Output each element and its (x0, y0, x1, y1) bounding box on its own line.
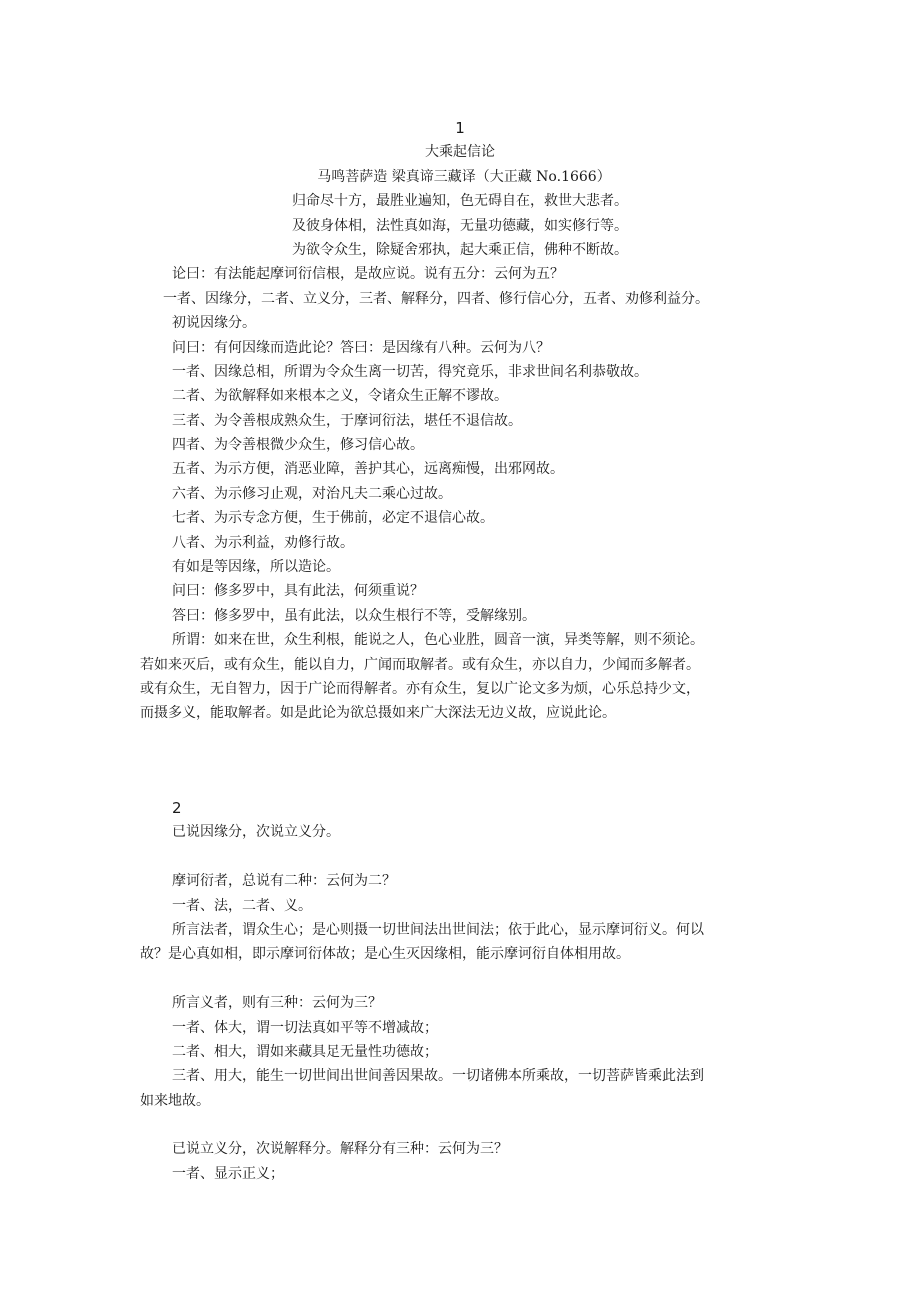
text-line: 摩诃衍者，总说有二种：云何为二？ (172, 873, 396, 890)
text-line: 问曰：修多罗中，具有此法，何须重说？ (172, 583, 424, 600)
text-line: 已说因缘分，次说立义分。 (172, 824, 340, 841)
document-title: 大乘起信论 (425, 144, 495, 161)
text-line: 或有众生，无自智力，因于广论而得解者。亦有众生，复以广论文多为烦，心乐总持少文， (140, 680, 700, 697)
text-line: 一者、体大，谓一切法真如平等不增减故； (172, 1019, 438, 1036)
text-line: 初说因缘分。 (172, 315, 256, 332)
text-line: 三者、为令善根成熟众生，于摩诃衍法，堪任不退信故。 (172, 412, 522, 429)
verse-line: 为欲令众生，除疑舍邪执，起大乘正信，佛种不断故。 (292, 241, 628, 258)
text-line: 问曰：有何因缘而造此论？答曰：是因缘有八种。云何为八？ (172, 339, 550, 356)
text-line: 如来地故。 (140, 1092, 210, 1109)
text-line: 所谓：如来在世，众生利根，能说之人，色心业胜，圆音一演，异类等解，则不须论。 (172, 632, 704, 649)
text-line: 论曰：有法能起摩诃衍信根，是故应说。说有五分：云何为五？ (172, 266, 564, 283)
text-line: 一者、因缘分，二者、立义分，三者、解释分，四者、修行信心分，五者、劝修利益分。 (163, 290, 709, 307)
text-line: 有如是等因缘，所以造论。 (172, 559, 340, 576)
text-line: 七者、为示专念方便，生于佛前，必定不退信心故。 (172, 510, 494, 527)
text-line: 二者、为欲解释如来根本之义，令诸众生正解不谬故。 (172, 388, 508, 405)
text-line: 一者、法，二者、义。 (172, 897, 312, 914)
text-line: 已说立义分，次说解释分。解释分有三种：云何为三？ (172, 1141, 508, 1158)
text-line: 四者、为令善根微少众生，修习信心故。 (172, 437, 424, 454)
text-line: 故？是心真如相，即示摩诃衍体故；是心生灭因缘相，能示摩诃衍自体相用故。 (140, 946, 630, 963)
text-line: 八者、为示利益，劝修行故。 (172, 534, 354, 551)
text-line: 若如来灭后，或有众生，能以自力，广闻而取解者。或有众生，亦以自力，少闻而多解者。 (140, 656, 700, 673)
verse-line: 归命尽十方，最胜业遍知，色无碍自在，救世大悲者。 (292, 193, 628, 210)
author-line: 马鸣菩萨造 梁真谛三藏译（大正藏 No.1666） (317, 168, 611, 185)
text-line: 六者、为示修习止观，对治凡夫二乘心过故。 (172, 485, 452, 502)
text-line: 一者、显示正义； (172, 1165, 284, 1182)
text-line: 一者、因缘总相，所谓为令众生离一切苦，得究竟乐，非求世间名利恭敬故。 (172, 363, 648, 380)
blank-line (0, 845, 920, 869)
page-number-1: 1 (455, 119, 465, 137)
section-2 (0, 796, 920, 1186)
text-line: 所言义者，则有三种：云何为三？ (172, 995, 382, 1012)
text-line: 所言法者，谓众生心；是心则摄一切世间法出世间法；依于此心，显示摩诃衍义。何以 (172, 921, 704, 938)
blank-line (0, 967, 920, 991)
blank-line (0, 1113, 920, 1137)
text-line: 答曰：修多罗中，虽有此法，以众生根行不等，受解缘别。 (172, 607, 536, 624)
text-line: 而摄多义，能取解者。如是此论为欲总摄如来广大深法无边义故，应说此论。 (140, 705, 616, 722)
section-1 (0, 116, 920, 726)
text-line: 五者、为示方便，消恶业障，善护其心，远离痴慢，出邪网故。 (172, 461, 564, 478)
page-number-2: 2 (172, 799, 182, 817)
verse-line: 及彼身体相，法性真如海，无量功德藏，如实修行等。 (292, 217, 628, 234)
text-line: 三者、用大，能生一切世间出世间善因果故。一切诸佛本所乘故，一切菩萨皆乘此法到 (172, 1068, 704, 1085)
text-line: 二者、相大，谓如来藏具足无量性功德故； (172, 1043, 438, 1060)
